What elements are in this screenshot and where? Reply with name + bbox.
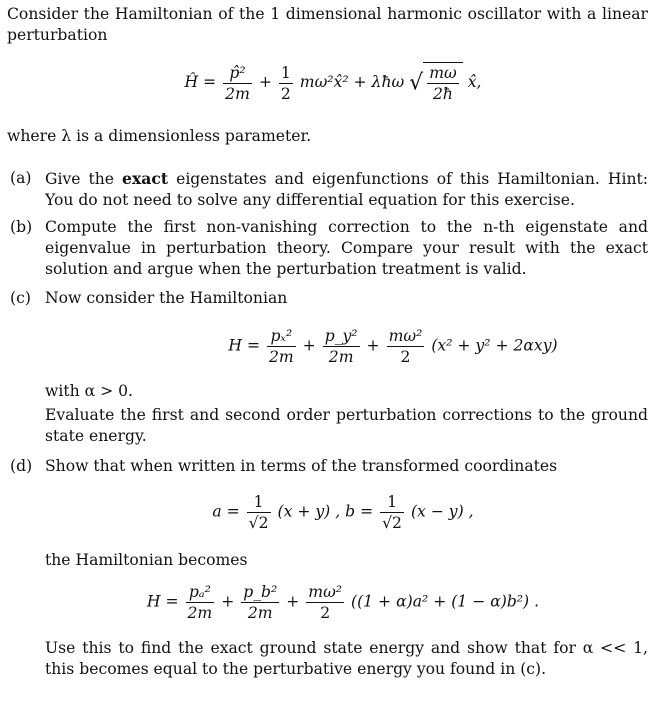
eq1-tail: x̂, (467, 73, 482, 91)
eq2-f2-num: p_y² (324, 327, 358, 345)
eq2-py-fraction (323, 326, 360, 367)
eq1-plus: + (258, 73, 272, 91)
eq4-plus-1: + (221, 592, 235, 611)
eq2-f1-den: 2m (268, 348, 294, 366)
item-a-bold: exact (122, 169, 169, 188)
eq4-tail: ((1 + α)a² + (1 − α)b²) . (351, 592, 540, 611)
eq4-lhs: H = (146, 592, 179, 611)
coupled-hamiltonian-equation (60, 326, 666, 367)
transformed-coordinates-equation (10, 492, 666, 533)
with-alpha-text: with α > 0. (45, 382, 133, 400)
eq2-plus-1: + (302, 336, 316, 355)
sqrt-radical-icon: √ (409, 70, 424, 96)
eq3-a-lhs: a = (212, 502, 240, 521)
eq2-f2-den: 2m (328, 348, 354, 366)
eq4-plus-2: + (286, 592, 300, 611)
item-a-label: (a) (10, 169, 32, 187)
where-text: where λ is a dimensionless parameter. (7, 127, 312, 145)
eq3-b-lhs: b = (345, 502, 374, 521)
eq3-a-tail: (x + y) , (277, 502, 341, 521)
final-instruction-text: Use this to find the exact ground state energy and show that for α << 1, this becomes equal to the perturbative energy you found in (c). (45, 639, 648, 678)
eq3-b-tail: (x − y) , (410, 502, 474, 521)
eq2-tail: (x² + y² + 2αxy) (431, 336, 558, 355)
eq4-f2-num: p_b² (243, 583, 278, 601)
eq4-f3-num: mω² (308, 583, 343, 601)
eq2-lhs: H = (228, 336, 261, 355)
item-d-label: (d) (10, 457, 33, 475)
item-c-label: (c) (10, 289, 31, 307)
eq1-potential-term: mω²x̂² + λħω (299, 73, 405, 91)
hamiltonian-becomes-text: the Hamiltonian becomes (45, 551, 248, 569)
decoupled-hamiltonian-equation (10, 582, 666, 623)
eq1-lhs: Ĥ (184, 73, 199, 91)
eq1-half-fraction (279, 63, 293, 104)
eq4-pb-fraction (241, 582, 279, 623)
eq1-sqrt-body (423, 62, 463, 104)
eq4-pa-fraction (186, 582, 215, 623)
eq1-t2-den: 2 (280, 84, 291, 103)
item-b-text: Compute the first non-vanishing correction to the n-th eigenstate and eigenvalue in perturbation theory. Compare your result with the exact solution and argue when the perturbation treatment is valid. (45, 218, 648, 278)
eq2-px-fraction (267, 326, 296, 367)
eq4-mw-fraction (306, 582, 344, 623)
eq1-sqrt-fraction (427, 63, 459, 104)
item-a-pre: Give the (45, 170, 123, 188)
eq3-a-num: 1 (247, 492, 271, 513)
eq1-t1-num: p̂² (223, 63, 252, 84)
eq3-a-fraction (247, 492, 271, 533)
eq1-sqrt-num: mω (429, 64, 457, 82)
eq2-plus-2: + (366, 336, 380, 355)
item-c-text: Now consider the Hamiltonian (45, 289, 288, 307)
item-a-text (45, 168, 648, 211)
eq1-kinetic-fraction (223, 63, 252, 104)
eq3-b-fraction (380, 492, 404, 533)
eq1-sqrt-den: 2ħ (432, 85, 453, 103)
eq3-b-num: 1 (380, 492, 404, 513)
eq4-f1-den: 2m (187, 604, 213, 622)
eq4-f3-den: 2 (320, 604, 331, 622)
eq1-equals: = (203, 73, 217, 91)
eq2-f1-num: pₓ² (267, 326, 296, 347)
eq1-t2-num: 1 (280, 63, 291, 82)
eq3-b-den: √2 (382, 514, 402, 532)
evaluate-text: Evaluate the first and second order perturbation corrections to the ground state energy. (45, 406, 648, 445)
eq2-f3-num: mω² (388, 327, 423, 345)
item-a-post: eigenstates and eigenfunctions of this Hamiltonian. Hint: You do not need to solve any differential equation for this exercise. (45, 170, 649, 209)
item-b-label: (b) (10, 218, 33, 236)
eq1-t1-den: 2m (225, 84, 250, 103)
intro-text: Consider the Hamiltonian of the 1 dimensional harmonic oscillator with a linear perturbation (7, 5, 648, 44)
eq4-f2-den: 2m (247, 604, 273, 622)
eq2-mw-fraction (387, 326, 425, 367)
eq4-f1-num: pₐ² (186, 582, 215, 603)
item-d-text: Show that when written in terms of the transformed coordinates (45, 457, 558, 475)
hamiltonian-equation (0, 62, 666, 104)
eq2-f3-den: 2 (400, 348, 411, 366)
eq3-a-den: √2 (248, 514, 269, 532)
